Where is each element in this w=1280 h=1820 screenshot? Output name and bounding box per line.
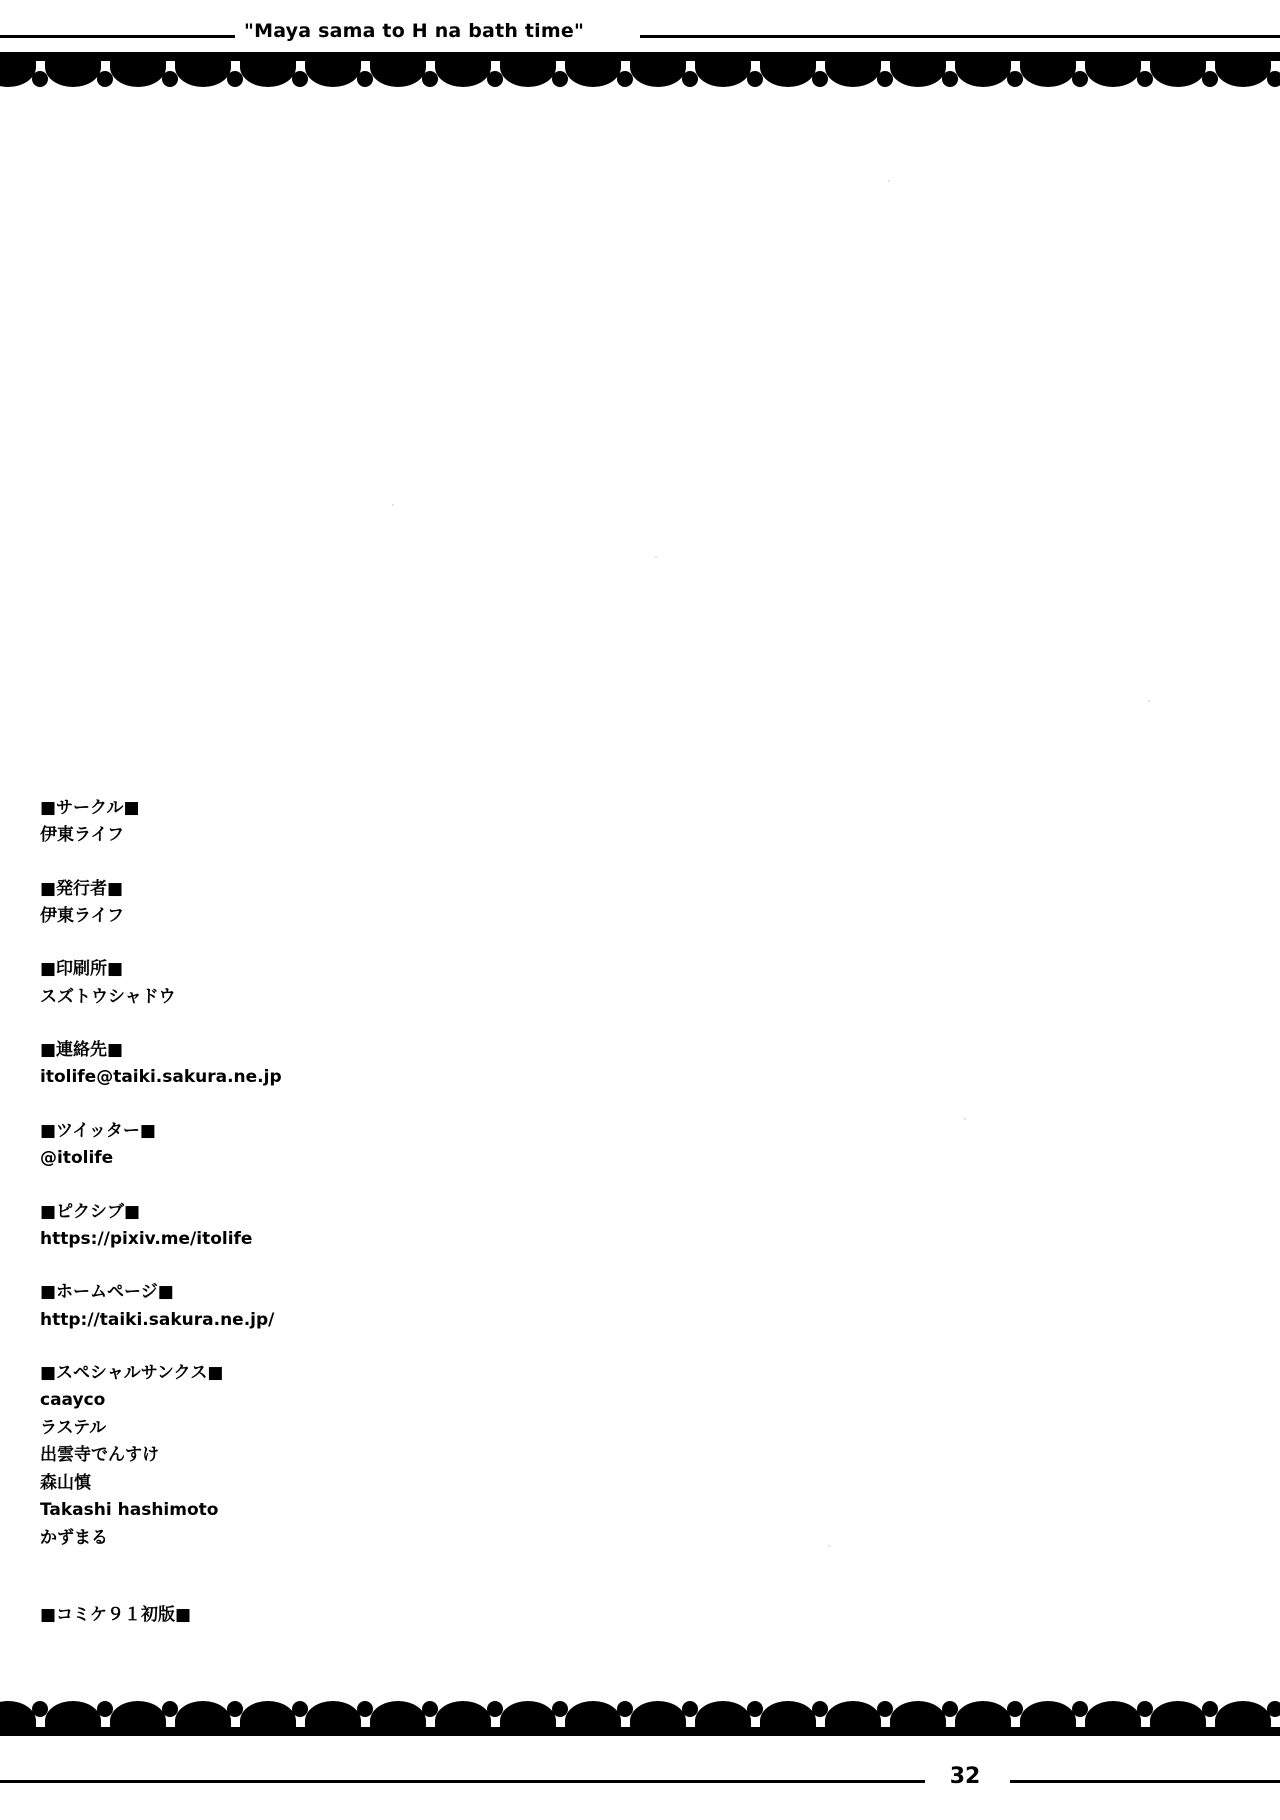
lace-scallop <box>630 52 686 87</box>
lace-scallop <box>955 52 1011 87</box>
lace-scallop <box>45 52 101 87</box>
lace-scallop <box>1215 1701 1271 1736</box>
lace-scallop <box>825 1701 881 1736</box>
lace-scallop <box>500 1701 556 1736</box>
lace-scallop <box>825 52 881 87</box>
lace-scallop <box>175 52 231 87</box>
colophon-section-heading: ■スペシャルサンクス■ <box>40 1363 224 1384</box>
colophon-section-line: ラステル <box>40 1417 107 1438</box>
lace-scallop <box>110 52 166 87</box>
lace-border-top <box>0 52 1280 88</box>
lace-scallop <box>370 1701 426 1736</box>
colophon-block <box>40 795 740 1630</box>
lace-scallop <box>0 52 36 87</box>
lace-scallop <box>695 1701 751 1736</box>
colophon-section-heading: ■コミケ９１初版■ <box>40 1605 192 1626</box>
lace-scallop <box>565 52 621 87</box>
page-number: 32 <box>949 1764 981 1789</box>
colophon-section-line: @itolife <box>40 1148 114 1169</box>
colophon-section <box>40 1118 740 1173</box>
page-footer <box>0 1760 1280 1800</box>
colophon-section-line: 森山慎 <box>40 1472 91 1493</box>
lace-scallop <box>565 1701 621 1736</box>
lace-scallop <box>370 52 426 87</box>
lace-scallop <box>1085 52 1141 87</box>
paper-speck <box>888 180 890 182</box>
colophon-section-heading: ■ホームページ■ <box>40 1282 174 1303</box>
colophon-section <box>40 1279 740 1334</box>
colophon-section-heading: ■サークル■ <box>40 798 140 818</box>
colophon-section <box>40 956 740 1011</box>
lace-scallops-bottom <box>0 1701 1280 1729</box>
colophon-section <box>40 795 740 850</box>
lace-scallop <box>1215 52 1271 87</box>
paper-speck <box>392 504 394 506</box>
lace-scallop <box>175 1701 231 1736</box>
lace-scallop <box>45 1701 101 1736</box>
lace-scallop <box>240 1701 296 1736</box>
colophon-section-line: itolife@taiki.sakura.ne.jp <box>40 1067 282 1088</box>
colophon-section <box>40 1360 740 1552</box>
colophon-section-line: スズトウシャドウ <box>40 986 176 1007</box>
lace-scallop <box>630 1701 686 1736</box>
colophon-section-heading: ■連絡先■ <box>40 1040 124 1061</box>
lace-scallop <box>695 52 751 87</box>
colophon-section <box>40 876 740 931</box>
page-title: "Maya sama to H na bath time" <box>244 20 585 42</box>
lace-scallop <box>110 1701 166 1736</box>
lace-scallop <box>305 1701 361 1736</box>
colophon-section-line: http://taiki.sakura.ne.jp/ <box>40 1309 275 1330</box>
lace-scallop <box>435 1701 491 1736</box>
footer-rule-left <box>0 1780 925 1783</box>
lace-scallop <box>1020 52 1076 87</box>
paper-speck <box>655 556 657 558</box>
lace-scallop <box>955 1701 1011 1736</box>
paper-speck <box>828 1545 830 1547</box>
lace-border-bottom <box>0 1700 1280 1736</box>
lace-scallop <box>890 52 946 87</box>
colophon-section <box>40 1199 740 1254</box>
colophon-section-line: かずまる <box>40 1527 108 1548</box>
footer-rule-right <box>1010 1780 1280 1783</box>
lace-scallop <box>760 1701 816 1736</box>
page-header <box>0 0 1280 56</box>
lace-scallop <box>1150 1701 1206 1736</box>
header-rule-right <box>640 35 1280 38</box>
paper-speck <box>964 1118 966 1120</box>
lace-scallop <box>305 52 361 87</box>
lace-dot <box>1267 71 1280 87</box>
lace-scallop <box>1020 1701 1076 1736</box>
header-rule-left <box>0 35 235 38</box>
lace-scallop <box>435 52 491 87</box>
lace-scallop <box>240 52 296 87</box>
lace-dot <box>1267 1701 1280 1717</box>
colophon-section <box>40 1602 740 1629</box>
lace-scallop <box>0 1701 36 1736</box>
colophon-section <box>40 1037 740 1092</box>
colophon-section-heading: ■印刷所■ <box>40 959 124 980</box>
colophon-section-heading: ■ツイッター■ <box>40 1120 156 1141</box>
lace-scallop <box>760 52 816 87</box>
colophon-section-line: caayco <box>40 1390 106 1411</box>
colophon-section-heading: ■ピクシブ■ <box>40 1201 141 1222</box>
colophon-section-line: Takashi hashimoto <box>40 1500 219 1521</box>
colophon-section-line: 出雲寺でんすけ <box>40 1445 159 1466</box>
lace-scallop <box>1085 1701 1141 1736</box>
paper-speck <box>1148 700 1150 702</box>
lace-scallop <box>890 1701 946 1736</box>
colophon-section-line: https://pixiv.me/itolife <box>40 1228 253 1249</box>
colophon-section-line: 伊東ライフ <box>40 825 124 846</box>
lace-scallops-top <box>0 59 1280 87</box>
lace-scallop <box>500 52 556 87</box>
colophon-section-line: 伊東ライフ <box>40 905 124 926</box>
colophon-section-heading: ■発行者■ <box>40 878 124 899</box>
lace-scallop <box>1150 52 1206 87</box>
